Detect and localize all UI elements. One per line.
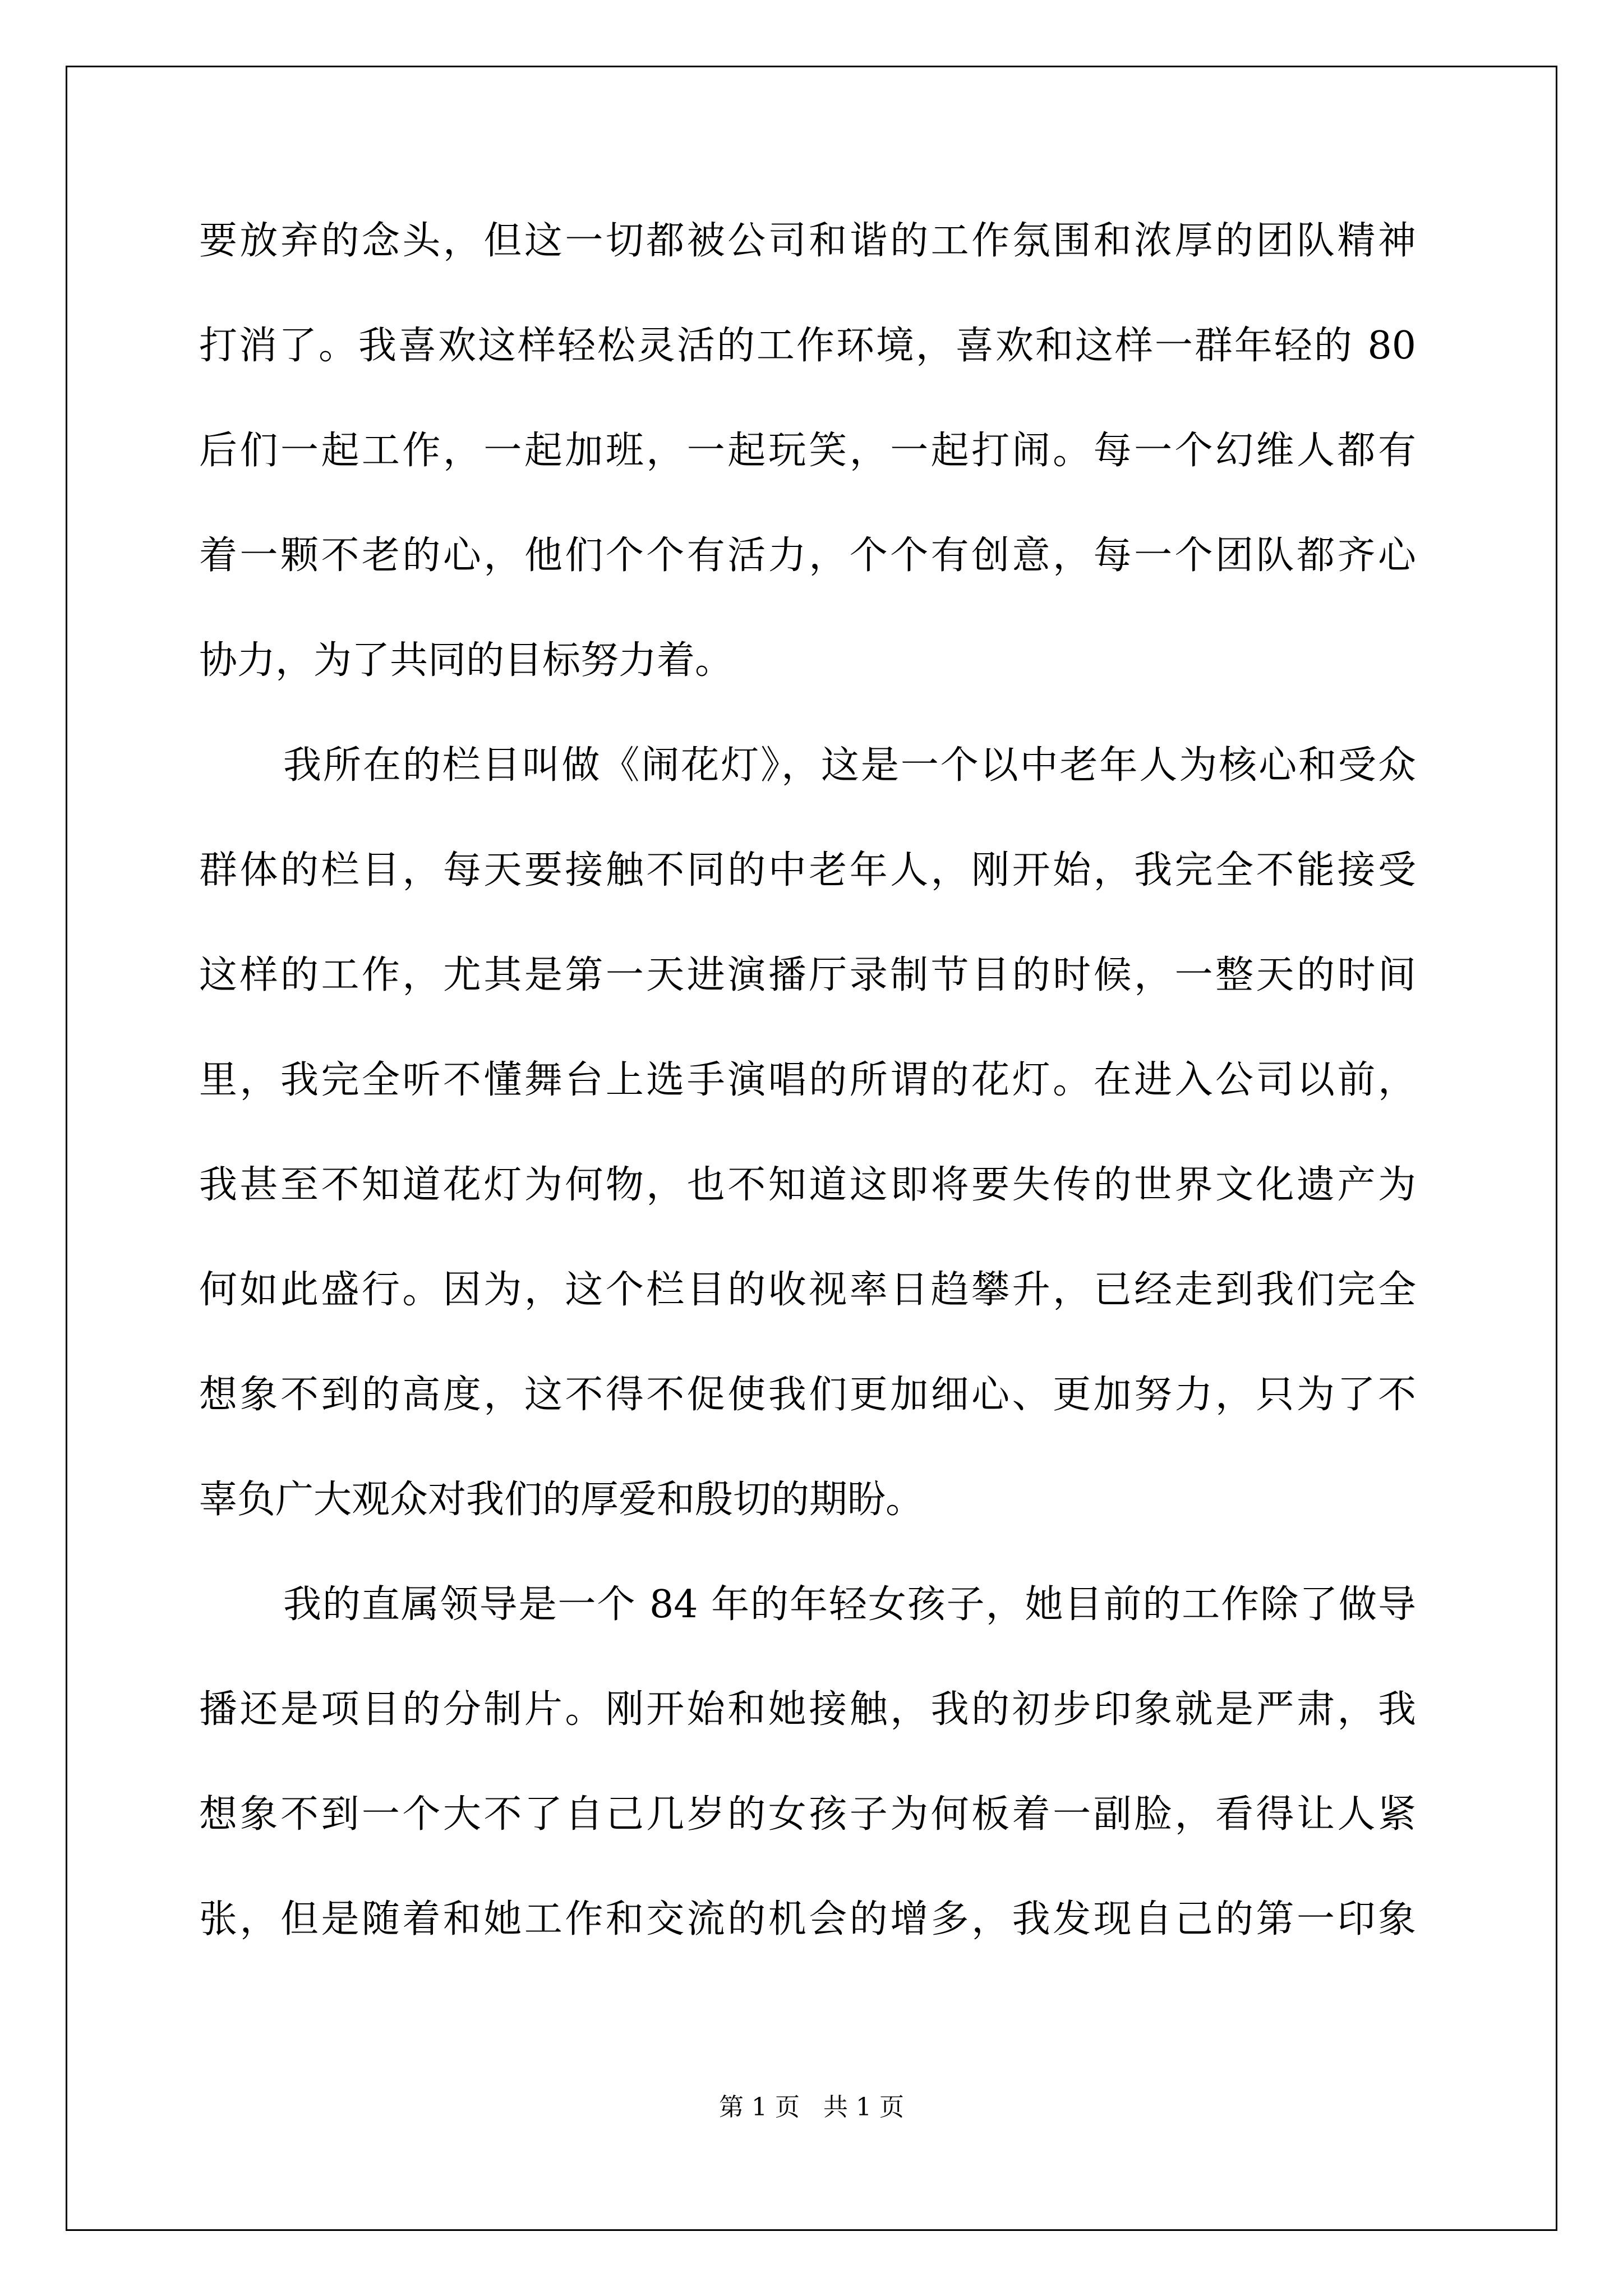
paragraph-first-line: 我所在的栏目叫做《闹花灯》，这是一个以中老年人为核心和受众 <box>283 743 1416 788</box>
text-line: 里，我完全听不懂舞台上选手演唱的所谓的花灯。在进入公司以前， <box>199 1058 1416 1102</box>
text-line: 想象不到一个大不了自己几岁的女孩子为何板着一副脸，看得让人紧 <box>199 1792 1416 1837</box>
text-line: 我甚至不知道花灯为何物，也不知道这即将要失传的世界文化遗产为 <box>199 1163 1416 1207</box>
text-line: 协力，为了共同的目标努力着。 <box>199 638 734 683</box>
text-line: 后们一起工作，一起加班，一起玩笑，一起打闹。每一个幻维人都有 <box>199 429 1416 473</box>
text-line: 何如此盛行。因为，这个栏目的收视率日趋攀升，已经走到我们完全 <box>199 1268 1416 1312</box>
text-line: 辜负广大观众对我们的厚爱和殷切的期盼。 <box>199 1478 924 1522</box>
text-line: 播还是项目的分制片。刚开始和她接触，我的初步印象就是严肃，我 <box>199 1687 1416 1732</box>
paragraph-first-line: 我的直属领导是一个 84 年的年轻女孩子，她目前的工作除了做导 <box>283 1582 1416 1627</box>
text-line: 要放弃的念头，但这一切都被公司和谐的工作氛围和浓厚的团队精神 <box>199 219 1416 263</box>
text-line: 着一颗不老的心，他们个个有活力，个个有创意，每一个团队都齐心 <box>199 533 1416 578</box>
text-line: 群体的栏目，每天要接触不同的中老年人，刚开始，我完全不能接受 <box>199 848 1416 892</box>
document-body <box>199 213 1416 1996</box>
page-footer: 第 1 页 共 1 页 <box>719 2093 904 2122</box>
text-line: 这样的工作，尤其是第一天进演播厅录制节目的时候，一整天的时间 <box>199 953 1416 997</box>
text-line: 打消了。我喜欢这样轻松灵活的工作环境，喜欢和这样一群年轻的 80 <box>199 324 1416 368</box>
text-line: 想象不到的高度，这不得不促使我们更加细心、更加努力，只为了不 <box>199 1373 1416 1417</box>
text-line: 张，但是随着和她工作和交流的机会的增多，我发现自己的第一印象 <box>199 1897 1416 1941</box>
